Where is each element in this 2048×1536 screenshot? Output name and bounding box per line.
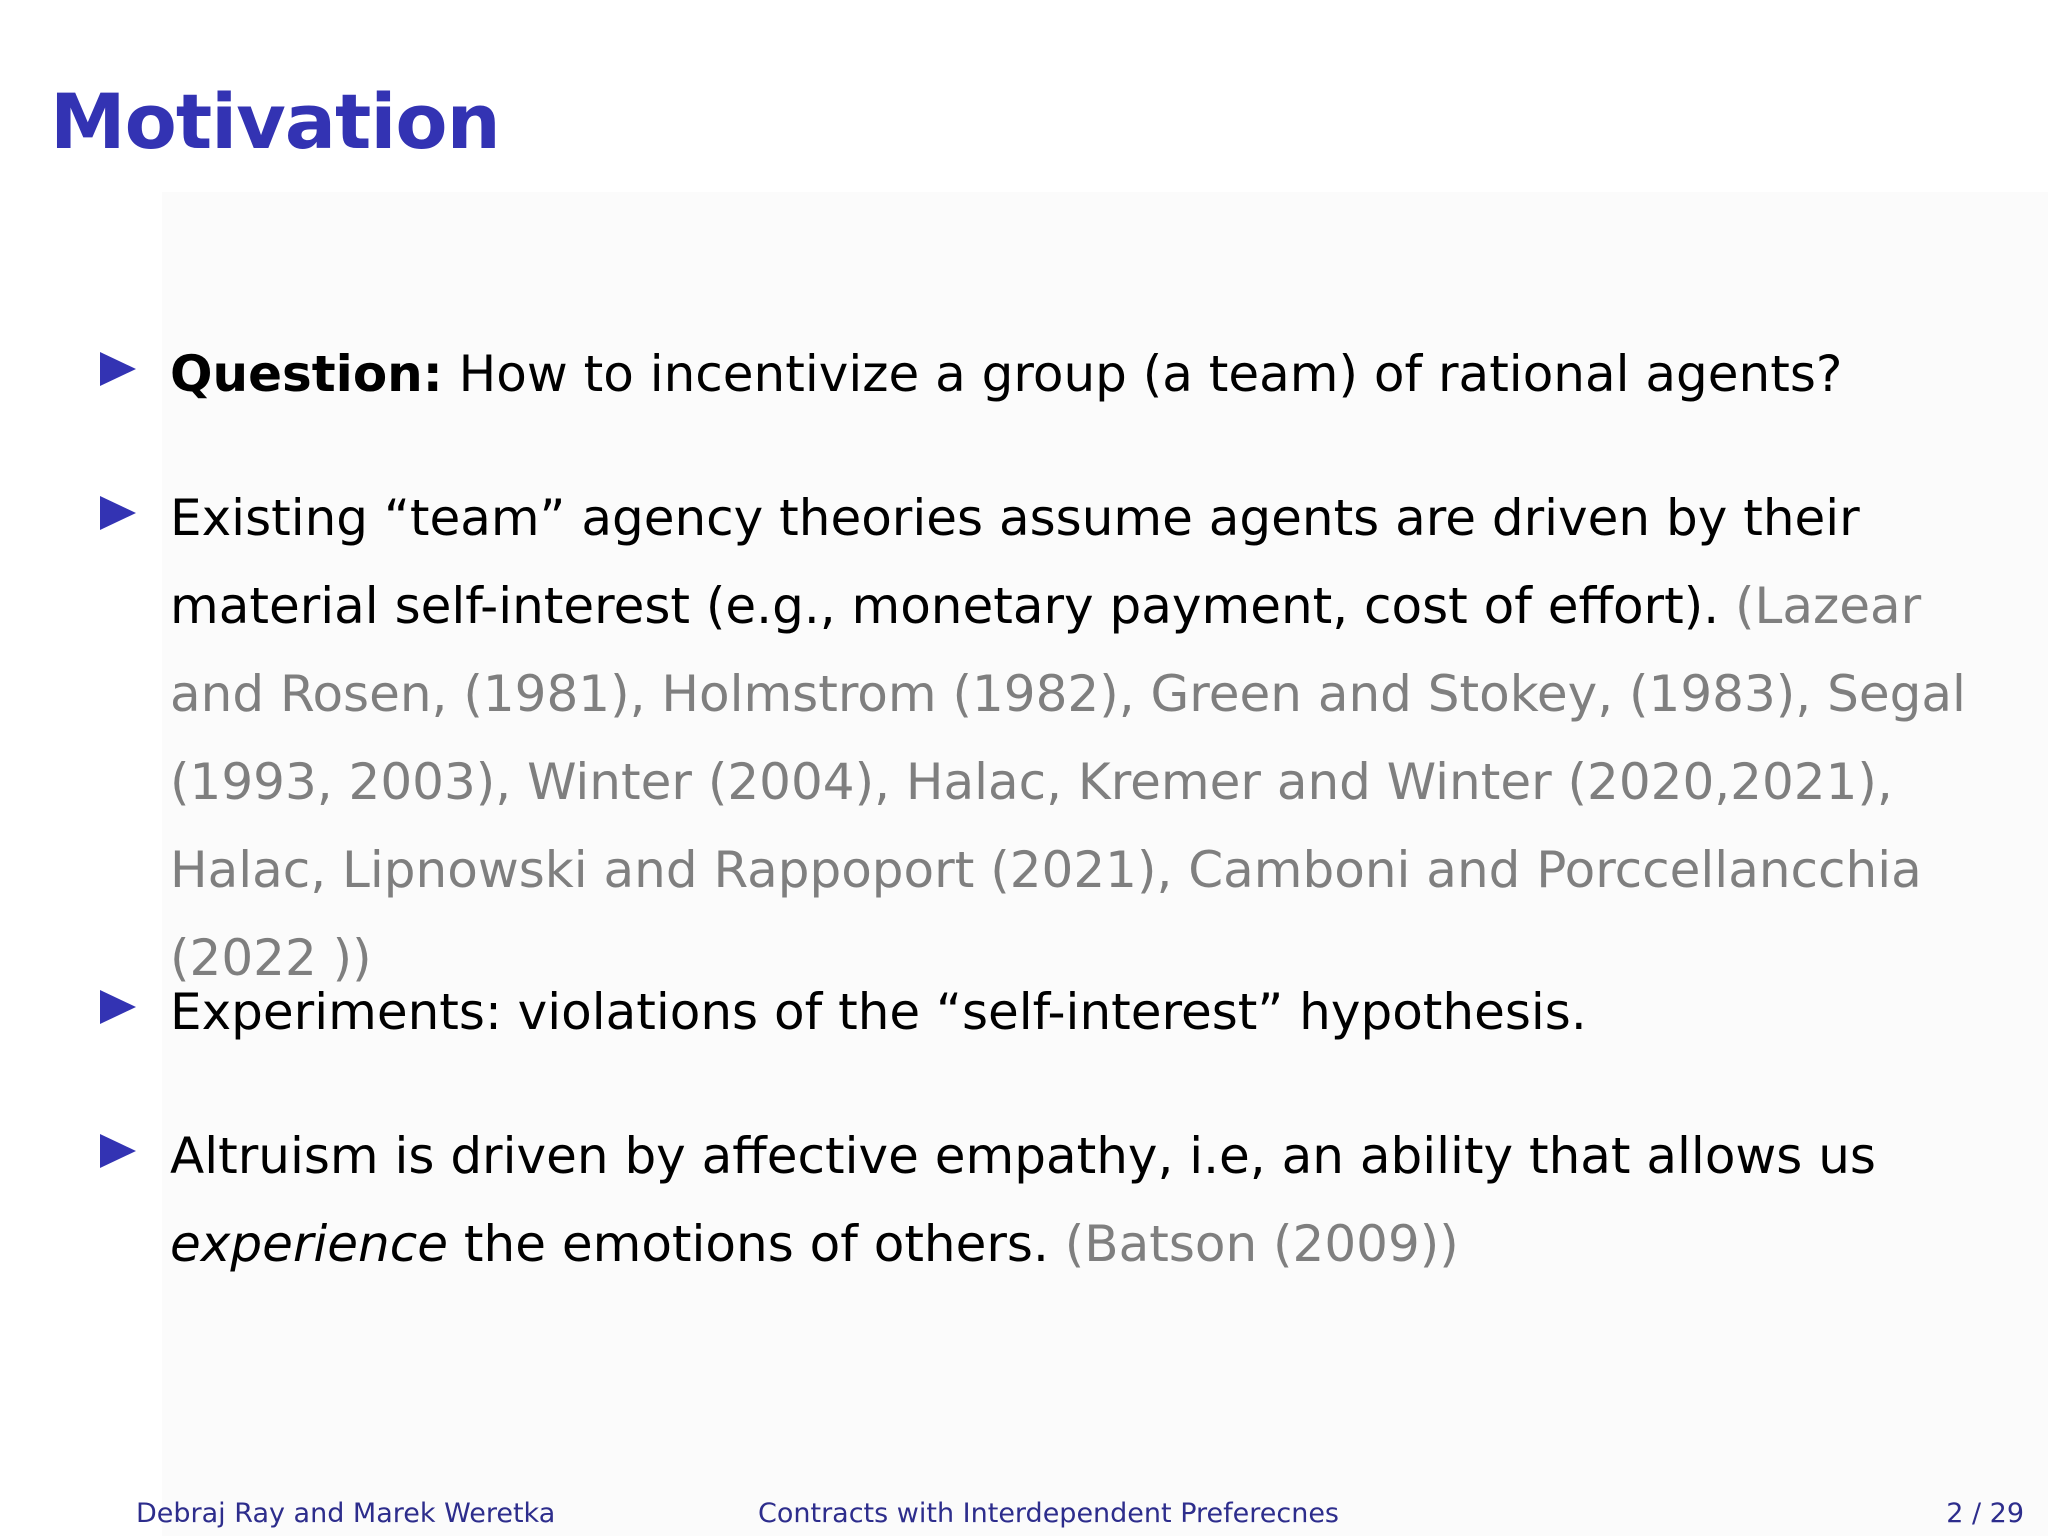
triangle-bullet-icon xyxy=(100,352,136,386)
bullet-body: Altruism is driven by affective empathy, i.e, an ability that allows us xyxy=(170,1127,1876,1185)
citation: (Batson (2009)) xyxy=(1064,1215,1459,1273)
bullet-body: Existing “team” agency theories assume agents are driven by their material self-interest (e.g., monetary payment, cost of effort). xyxy=(170,489,1860,635)
triangle-bullet-icon xyxy=(100,496,136,530)
citation: (Lazear and Rosen, (1981), Holmstrom (1982), Green and Stokey, (1983), Segal (1993, 2003), Winter (2004), Halac, Kremer and Winter (2020,2021), Halac, Lipnowski and Rappoport (2021), Camboni and Porccellancchia (2022 )) xyxy=(170,577,1966,987)
emphasis-text: experience xyxy=(170,1215,449,1273)
triangle-bullet-icon xyxy=(100,990,136,1024)
bullet-text xyxy=(170,474,1980,1002)
footer-talk-title: Contracts with Interdependent Preferecnes xyxy=(758,1498,1340,1529)
bullet-body-continued: the emotions of others. xyxy=(448,1215,1065,1273)
bullet-label: Question: xyxy=(170,345,443,403)
bullet-body: How to incentivize a group (a team) of rational agents? xyxy=(442,345,1843,403)
bullet-text xyxy=(170,330,1980,418)
bullet-text xyxy=(170,1112,1980,1288)
triangle-bullet-icon xyxy=(100,1134,136,1168)
bullet-text xyxy=(170,968,1980,1056)
slide-title: Motivation xyxy=(50,77,500,166)
footer-page-number: 2 / 29 xyxy=(1946,1498,2024,1529)
footer-authors: Debraj Ray and Marek Weretka xyxy=(136,1498,556,1529)
bullet-body: Experiments: violations of the “self-interest” hypothesis. xyxy=(170,983,1587,1041)
